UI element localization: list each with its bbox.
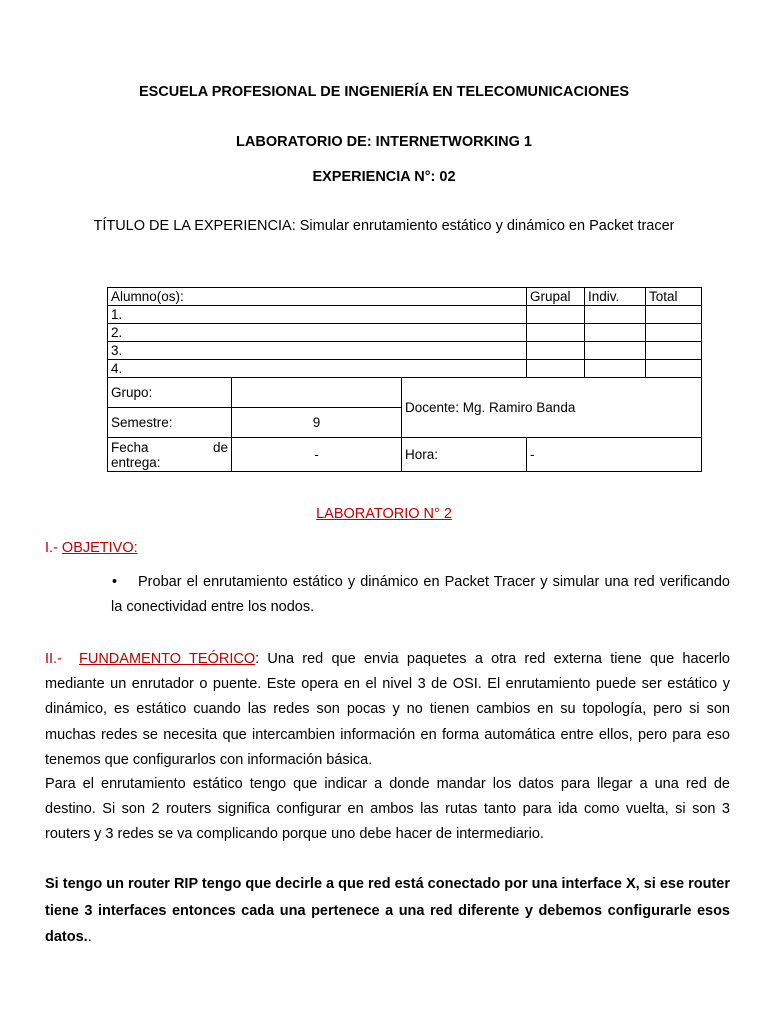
- table-row: [108, 378, 702, 408]
- rip-text: Si tengo un router RIP tengo que decirle a que red está conectado por una interface X, si ese router tiene 3 interfaces entonces cada una pertenece a una red diferente y debemos configurarle esos datos.: [45, 876, 730, 945]
- bullet-icon: •: [112, 574, 118, 590]
- grade-cell: [646, 342, 702, 360]
- student-row-label: 3.: [108, 342, 527, 360]
- table-row: [108, 342, 702, 360]
- teacher-cell: Docente: Mg. Ramiro Banda: [402, 378, 702, 438]
- date-label-line1: Fecha de: [111, 439, 228, 455]
- grade-cell: [527, 342, 585, 360]
- semester-label: Semestre:: [108, 408, 232, 438]
- table-row: [108, 306, 702, 324]
- grade-cell: [646, 324, 702, 342]
- grade-cell: [585, 342, 646, 360]
- rip-trailing: .: [87, 929, 92, 945]
- date-label-line2: entrega:: [111, 454, 161, 470]
- time-label: Hora:: [402, 438, 527, 472]
- group-label: Grupo:: [108, 378, 232, 408]
- student-row-label: 2.: [108, 324, 527, 342]
- students-header: Alumno(os):: [108, 288, 527, 306]
- individual-header: Indiv.: [585, 288, 646, 306]
- date-value: -: [232, 438, 402, 472]
- objective-title: OBJETIVO:: [61, 540, 138, 556]
- experience-number: EXPERIENCIA N°: 02: [312, 169, 456, 185]
- objective-prefix: I.-: [45, 540, 62, 556]
- static-routing-paragraph: Para el enrutamiento estático tengo que indicar a donde mandar los datos para llegar a una red de destino. Si son 2 routers significa configurar en ambos las rutas tanto para ida como vuelta, si son 3 routers y 3 redes se va complicando porque uno debe hacer de intermediario.: [45, 776, 730, 843]
- lab-name: LABORATORIO DE: INTERNETWORKING 1: [236, 134, 532, 150]
- grade-cell: [527, 306, 585, 324]
- objective-bullet-text: Probar el enrutamiento estático y dinámico en Packet Tracer y simular una red verificando la conectividad entre los nodos.: [111, 574, 730, 616]
- student-info-table: [107, 287, 702, 472]
- fundament-paragraph: [45, 647, 730, 773]
- table-row: [108, 438, 702, 472]
- grade-cell: [646, 306, 702, 324]
- fundament-heading: FUNDAMENTO TEÓRICO: [79, 651, 256, 667]
- fundament-text: : Una red que envia paquetes a otra red externa tiene que hacerlo mediante un enrutador o puente. Este opera en el nivel 3 de OSI. El enrutamiento puede ser estático y dinámico, es estático cuando las redes son pocas y no tienen cambios en su topología, pero si son muchas redes se necesita que intercambien información en forma automática entre ellos, pero para eso tenemos que configurarlos con información básica.: [45, 651, 730, 768]
- grade-cell: [585, 306, 646, 324]
- semester-value: 9: [232, 408, 402, 438]
- grade-cell: [646, 360, 702, 378]
- group-value: [232, 378, 402, 408]
- lab-heading: LABORATORIO N° 2: [316, 506, 452, 522]
- time-value: -: [527, 438, 702, 472]
- table-header-row: [108, 288, 702, 306]
- table-row: [108, 360, 702, 378]
- objective-heading: [45, 540, 138, 556]
- experience-title: TÍTULO DE LA EXPERIENCIA: Simular enrutamiento estático y dinámico en Packet tracer: [93, 218, 675, 234]
- grade-cell: [585, 324, 646, 342]
- table-row: [108, 324, 702, 342]
- total-header: Total: [646, 288, 702, 306]
- date-label: [108, 438, 232, 472]
- rip-paragraph: [45, 871, 730, 951]
- student-row-label: 4.: [108, 360, 527, 378]
- group-grade-header: Grupal: [527, 288, 585, 306]
- school-title: ESCUELA PROFESIONAL DE INGENIERÍA EN TELECOMUNICACIONES: [138, 84, 630, 100]
- grade-cell: [527, 324, 585, 342]
- grade-cell: [585, 360, 646, 378]
- student-row-label: 1.: [108, 306, 527, 324]
- fundament-prefix: II.-: [45, 651, 62, 667]
- grade-cell: [527, 360, 585, 378]
